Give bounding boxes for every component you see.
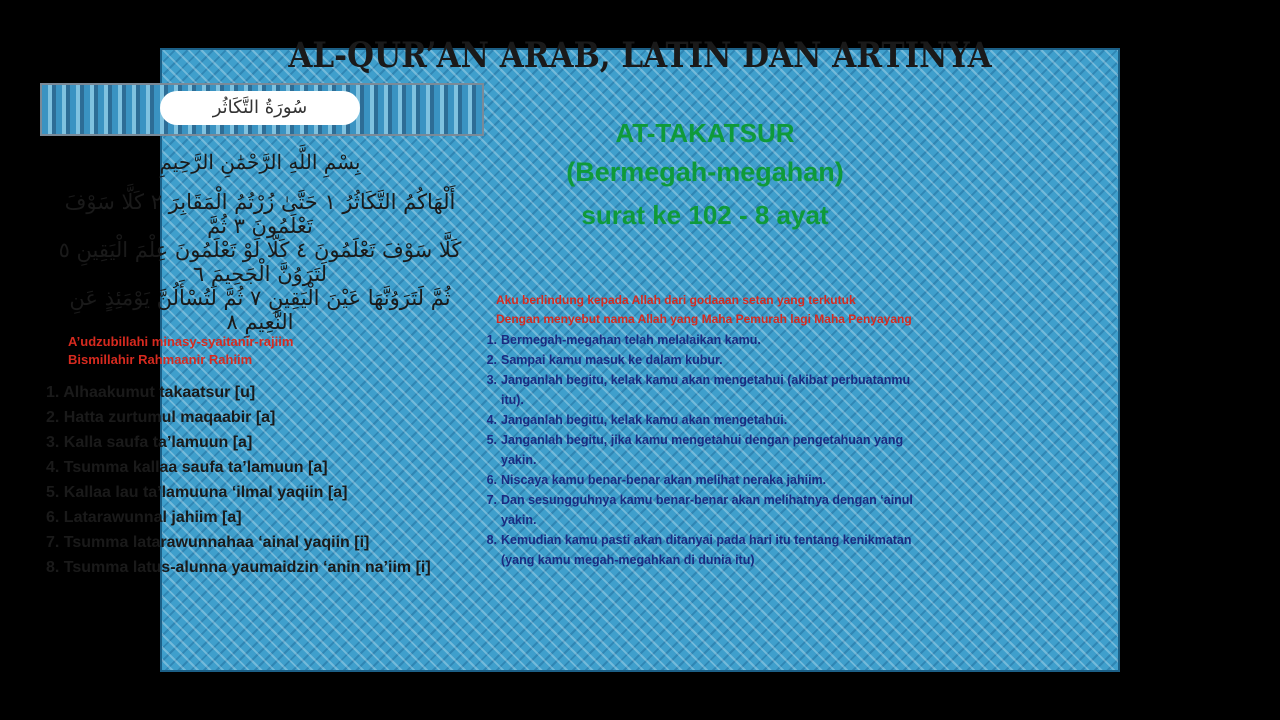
latin-taawudz: A’udzubillahi minasy-syaitanir-rajiim xyxy=(68,334,294,349)
translation-number: 8. xyxy=(486,533,497,547)
arabic-line-3: ثُمَّ لَتَرَوُنَّهَا عَيْنَ الْيَقِينِ ٧ ثُمَّ لَتُسْأَلُنَّ يَوْمَئِذٍ عَنِ النَّعِيمِ ٨ xyxy=(69,286,451,334)
translation-number: 7. xyxy=(486,493,497,507)
translation-number: 6. xyxy=(486,473,497,487)
translation-item xyxy=(480,430,920,470)
translation-item xyxy=(480,330,920,350)
surah-info: surat ke 102 - 8 ayat xyxy=(581,200,829,230)
translation-number: 2. xyxy=(486,353,497,367)
translation-number: 1. xyxy=(486,333,497,347)
surah-name: AT-TAKATSUR xyxy=(615,118,795,148)
translation-taawudz: Aku berlindung kepada Allah dari godaaan setan yang terkutuk xyxy=(496,293,856,307)
surah-banner-cartouche: سُورَةُ التَّكَاثُر xyxy=(160,91,360,125)
latin-verse: 7. Tsumma latarawunnahaa ‘ainal yaqiin [i] xyxy=(46,534,370,551)
latin-verse: 2. Hatta zurtumul maqaabir [a] xyxy=(46,409,276,426)
translation-text: Niscaya kamu benar-benar akan melihat neraka jahiim. xyxy=(501,473,827,487)
translation-basmalah: Dengan menyebut nama Allah yang Maha Pemurah lagi Maha Penyayang xyxy=(496,312,912,326)
latin-verse-list xyxy=(46,380,431,580)
translation-text: Bermegah-megahan telah melalaikan kamu. xyxy=(501,333,761,347)
arabic-bismillah: بِسْمِ اللَّهِ الرَّحْمَٰنِ الرَّحِيمِ xyxy=(159,150,361,174)
translation-item xyxy=(480,470,920,490)
translation-number: 3. xyxy=(486,373,497,387)
page-title: AL-QUR’AN ARAB, LATIN DAN ARTINYA xyxy=(288,35,992,77)
translation-text: Dan sesungguhnya kamu benar-benar akan melihatnya dengan ‘ainul yakin. xyxy=(501,493,913,527)
latin-verse: 4. Tsumma kallaa saufa ta’lamuun [a] xyxy=(46,459,328,476)
translation-item xyxy=(480,490,920,530)
translation-item xyxy=(480,530,920,570)
arabic-line-2: كَلَّا سَوْفَ تَعْلَمُونَ ٤ كَلَّا لَوْ تَعْلَمُونَ عِلْمَ الْيَقِينِ ٥ لَتَرَوُنَّ الْجَحِيمَ ٦ xyxy=(58,238,462,286)
translation-item xyxy=(480,350,920,370)
surah-banner xyxy=(40,83,484,136)
latin-verse: 3. Kalla saufa ta’lamuun [a] xyxy=(46,434,253,451)
surah-meaning: (Bermegah-megahan) xyxy=(566,157,844,187)
arabic-line-1: أَلْهَاكُمُ التَّكَاثُرُ ١ حَتَّىٰ زُرْتُمُ الْمَقَابِرَ ٢ كَلَّا سَوْفَ تَعْلَمُونَ ٣ ثُمَّ xyxy=(64,190,456,238)
translation-number: 4. xyxy=(486,413,497,427)
latin-verse: 8. Tsumma latus-alunna yaumaidzin ‘anin na’iim [i] xyxy=(46,559,431,576)
latin-verse: 6. Latarawunnal jahiim [a] xyxy=(46,509,242,526)
translation-item xyxy=(480,410,920,430)
translation-text: Sampai kamu masuk ke dalam kubur. xyxy=(501,353,723,367)
translation-list xyxy=(480,330,920,570)
latin-verse: 5. Kallaa lau ta’lamuuna ‘ilmal yaqiin [a] xyxy=(46,484,348,501)
translation-text: Janganlah begitu, kelak kamu akan mengetahui. xyxy=(501,413,788,427)
translation-text: Janganlah begitu, kelak kamu akan mengetahui (akibat perbuatanmu itu). xyxy=(501,373,911,407)
translation-text: Kemudian kamu pasti akan ditanyai pada hari itu tentang kenikmatan (yang kamu megah-megahkan di dunia itu) xyxy=(501,533,912,567)
latin-verse: 1. Alhaakumut takaatsur [u] xyxy=(46,384,256,401)
translation-number: 5. xyxy=(486,433,497,447)
latin-basmalah: Bismillahir Rahmaanir Rahiim xyxy=(68,352,253,367)
translation-item xyxy=(480,370,920,410)
translation-text: Janganlah begitu, jika kamu mengetahui dengan pengetahuan yang yakin. xyxy=(501,433,904,467)
